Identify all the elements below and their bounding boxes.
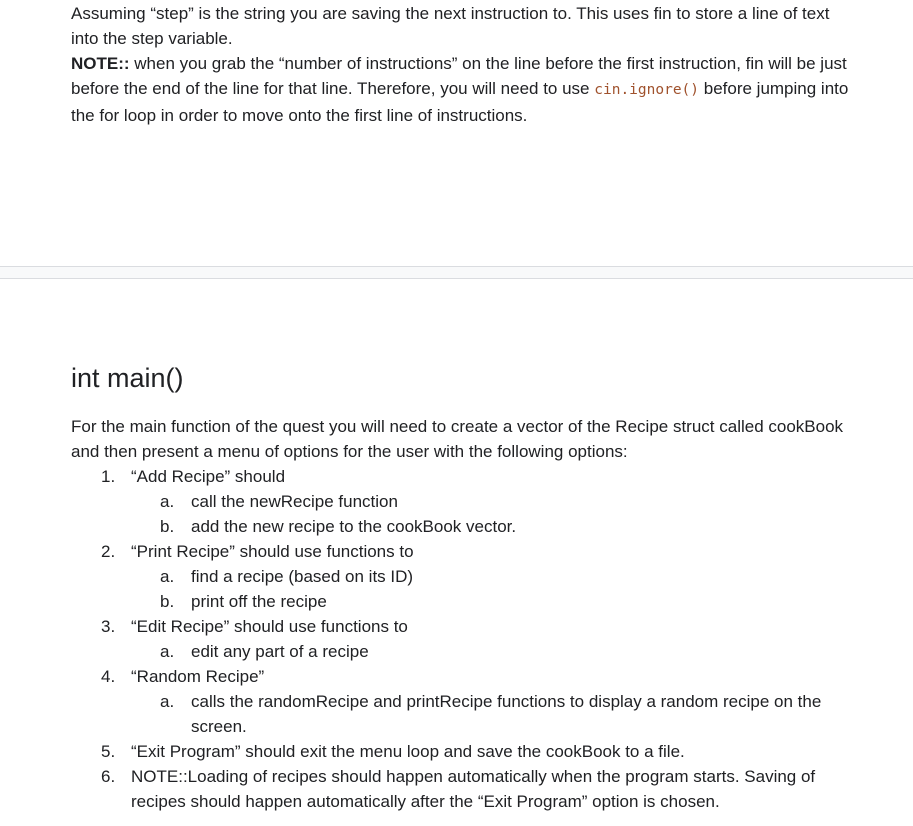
inline-code: cin.ignore() [594,82,700,98]
list-item [0,664,913,689]
list-item-number: 2. [101,542,116,561]
paragraph-note [71,51,861,128]
note-label: NOTE:: [71,54,130,73]
list-item [0,739,913,764]
sub-list-item-text: print off the recipe [191,592,327,611]
sub-list-item-text: find a recipe (based on its ID) [191,567,414,586]
list-item [0,614,913,639]
list-item-text: “Print Recipe” should use functions to [131,542,414,561]
sub-list-item [0,639,913,664]
list-item-text: “Add Recipe” should [131,467,286,486]
list-item [0,464,913,489]
list-item-number: 3. [101,617,116,636]
section-heading: int main() [71,363,184,393]
options-list [0,464,913,814]
sub-list-item [0,489,913,514]
sub-list-item [0,689,913,739]
list-item-text: “Exit Program” should exit the menu loop and save the cookBook to a file. [131,742,685,761]
document-page-top [0,0,913,266]
list-item [0,539,913,564]
paragraph-intro: For the main function of the quest you will need to create a vector of the Recipe struct called cookBook and then present a menu of options for the user with the following options: [71,417,844,461]
sub-list-item-letter: a. [160,567,175,586]
list-item-number: 4. [101,667,116,686]
sub-list-item [0,589,913,614]
list-item-number: 1. [101,467,116,486]
sub-list-item-text: calls the randomRecipe and printRecipe functions to display a random recipe on the screen. [191,692,822,736]
list-item-text: “Edit Recipe” should use functions to [131,617,408,636]
sub-list-item-text: call the newRecipe function [191,492,398,511]
list-item-text: NOTE::Loading of recipes should happen automatically when the program starts. Saving of recipes should happen automatically after the “Exit Program” option is chosen. [131,767,816,811]
list-item-text: “Random Recipe” [131,667,265,686]
sub-list-item-letter: a. [160,642,175,661]
sub-list-item-letter: b. [160,517,175,536]
sub-list-item-letter: a. [160,692,175,711]
sub-list-item-letter: a. [160,492,175,511]
sub-list-item-text: add the new recipe to the cookBook vector. [191,517,517,536]
note-text: when you grab the “number of instructions” on the line before the first instruction, fin will be just before the end of the line for that line. Therefore, you will need to use [71,54,847,98]
paragraph-step-variable: Assuming “step” is the string you are saving the next instruction to. This uses fin to store a line of text into the step variable. [71,4,830,48]
note-tail: before jumping into the for loop in order to move onto the first line of instructions. [71,79,849,125]
page-break [0,266,913,279]
list-item-number: 5. [101,742,116,761]
sub-list-item [0,514,913,539]
sub-list-item-letter: b. [160,592,175,611]
sub-list-item [0,564,913,589]
list-item [0,764,913,814]
sub-list-item-text: edit any part of a recipe [191,642,369,661]
list-item-number: 6. [101,767,116,786]
